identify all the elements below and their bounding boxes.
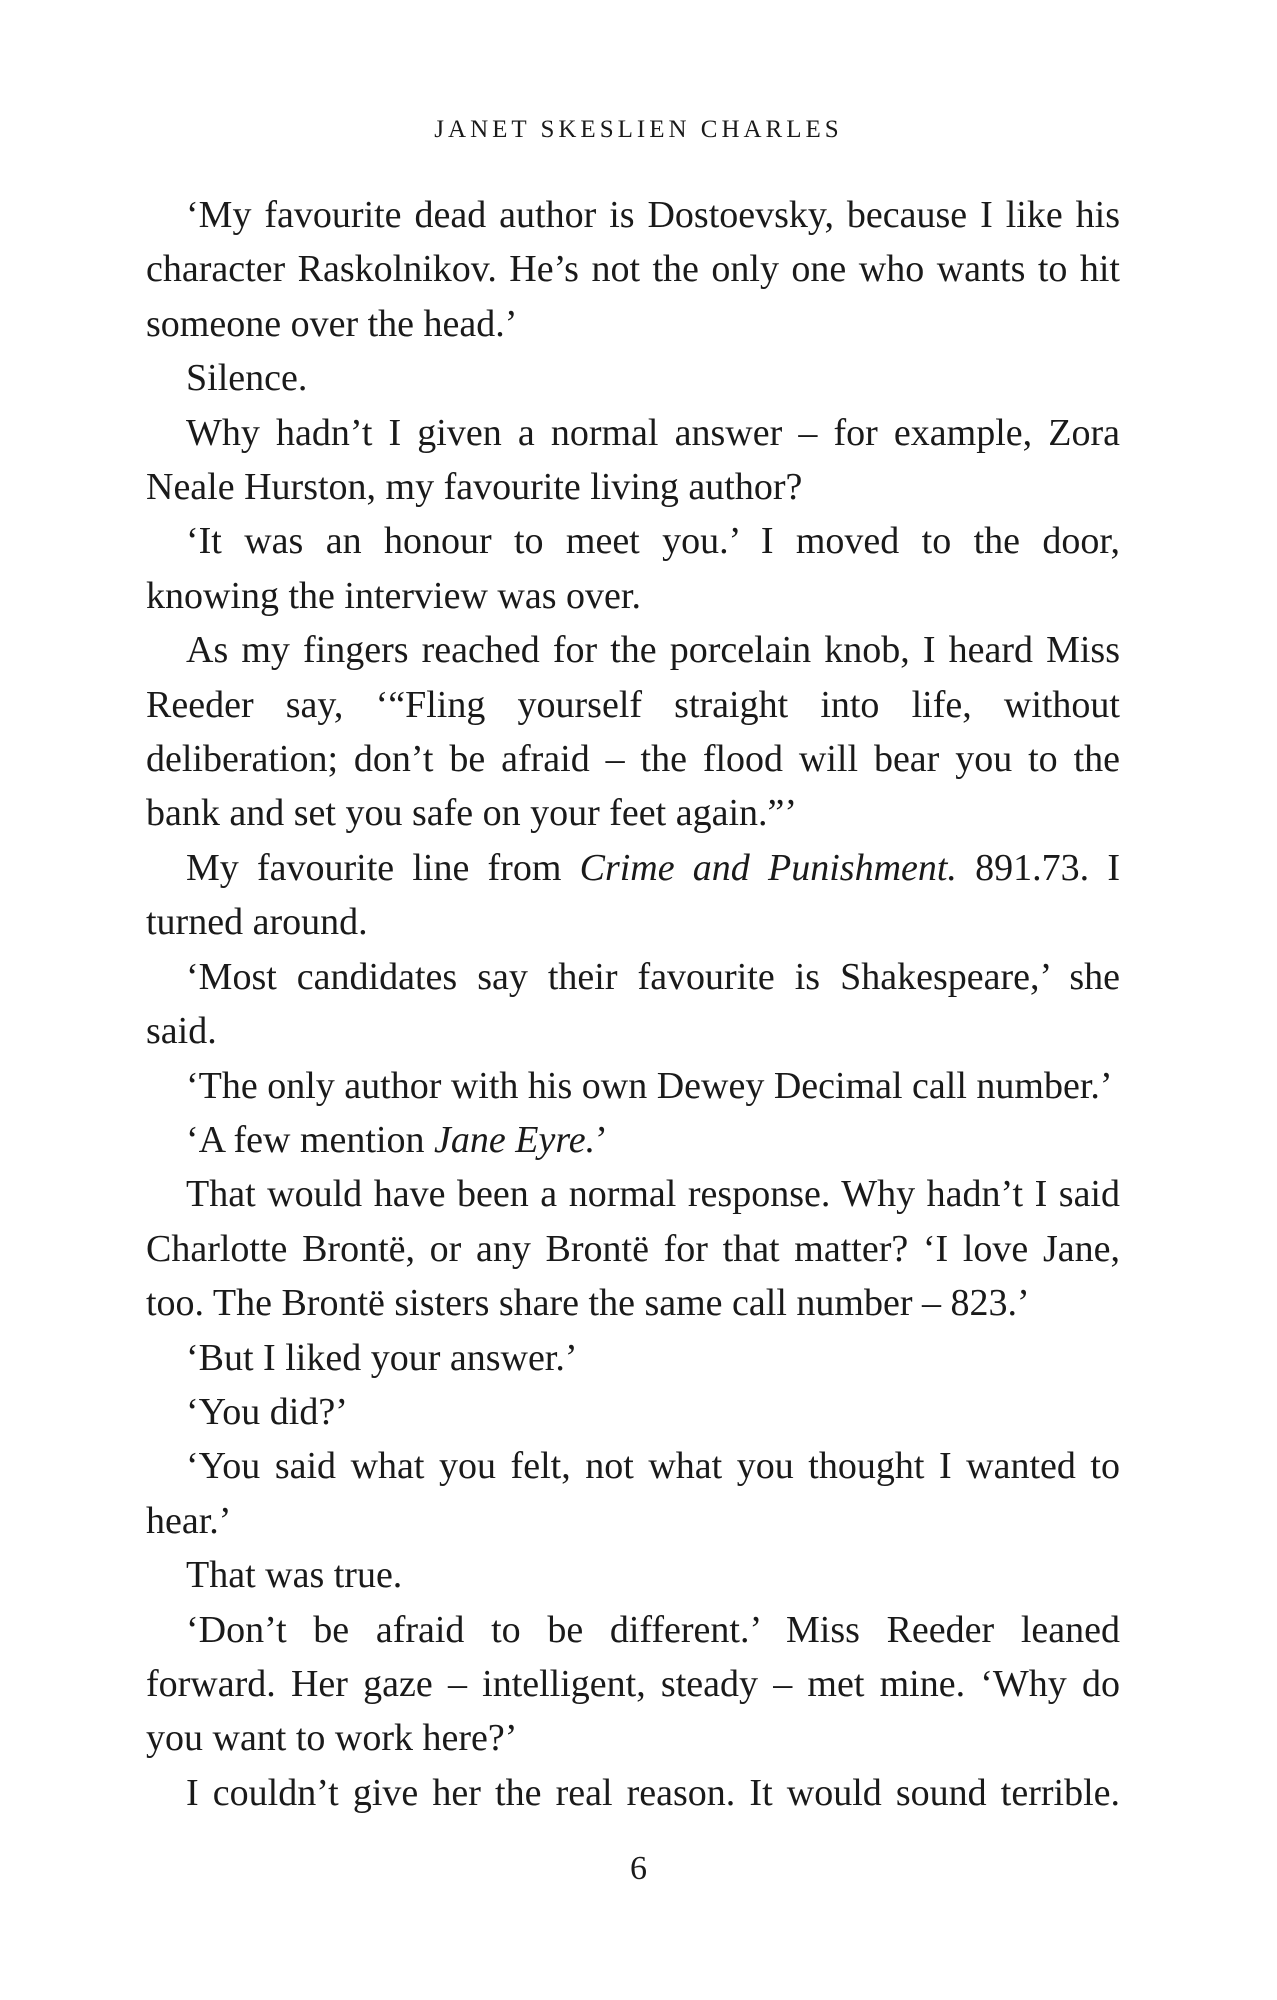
paragraph: ‘You did?’: [186, 1390, 348, 1433]
running-head: JANET SKESLIEN CHARLES: [434, 116, 843, 143]
text-run: 891.73. I turned around.: [146, 846, 1120, 944]
paragraph: [146, 1113, 1120, 1167]
body-text: [146, 188, 1120, 1820]
paragraph: ‘Most candidates say their favourite is Shakespeare,’ she said.: [146, 955, 1120, 1053]
paragraph: ‘Don’t be afraid to be different.’ Miss Reeder leaned forward. Her gaze – intelligent, steady – met mine. ‘Why do you want to work here?’: [146, 1608, 1120, 1760]
paragraph: Why hadn’t I given a normal answer – for example, Zora Neale Hurston, my favourite living author?: [146, 411, 1120, 509]
paragraph: That was true.: [186, 1554, 403, 1597]
text-run: My favourite line from: [186, 846, 580, 889]
paragraph: ‘But I liked your answer.’: [186, 1336, 578, 1379]
paragraph: Silence.: [186, 357, 308, 400]
book-title: Jane Eyre.: [434, 1118, 596, 1161]
paragraph: As my fingers reached for the porcelain knob, I heard Miss Reeder say, ‘“Fling yourself straight into life, without deliberation; don’t be afraid – the flood will bear you to the bank and set you safe on your feet again.”’: [146, 629, 1120, 835]
text-run: ’: [595, 1118, 608, 1161]
paragraph: That would have been a normal response. Why hadn’t I said Charlotte Brontë, or any Brontë for that matter? ‘I love Jane, too. The Brontë sisters share the same call number – 823.’: [146, 1173, 1120, 1325]
paragraph: [146, 841, 1120, 950]
paragraph: ‘You said what you felt, not what you thought I wanted to hear.’: [146, 1445, 1120, 1542]
page-number: 6: [630, 1850, 647, 1887]
paragraph: ‘It was an honour to meet you.’ I moved to the door, knowing the interview was over.: [146, 520, 1120, 617]
book-title: Crime and Punishment.: [579, 846, 957, 889]
text-run: ‘A few mention: [186, 1118, 435, 1161]
paragraph: ‘The only author with his own Dewey Decimal call number.’: [186, 1064, 1113, 1107]
paragraph: I couldn’t give her the real reason. It would sound terrible.: [186, 1771, 1120, 1814]
paragraph: ‘My favourite dead author is Dostoevsky, because I like his character Raskolnikov. He’s not the only one who wants to hit someone over the head.’: [146, 194, 1120, 345]
